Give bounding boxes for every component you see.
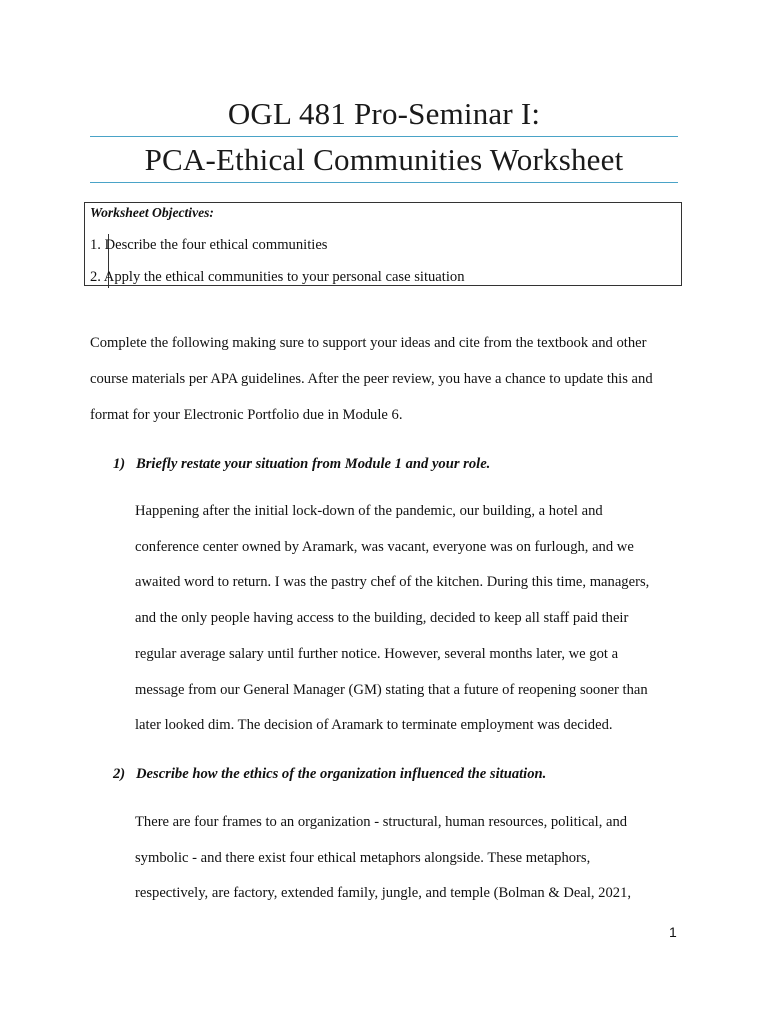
answer-1-line-2: conference center owned by Aramark, was vacant, everyone was on furlough, and we — [135, 539, 634, 555]
intro-line-3: format for your Electronic Portfolio due in Module 6. — [90, 407, 403, 423]
question-2-prompt: Describe how the ethics of the organization influenced the situation. — [136, 766, 547, 782]
question-1-prompt: Briefly restate your situation from Module 1 and your role. — [136, 456, 491, 472]
title-divider-top — [90, 136, 678, 137]
intro-line-1: Complete the following making sure to support your ideas and cite from the textbook and other — [90, 335, 647, 351]
answer-2-line-1: There are four frames to an organization - structural, human resources, political, and — [135, 814, 628, 830]
title-line-2: PCA-Ethical Communities Worksheet — [144, 142, 624, 177]
objectives-heading: Worksheet Objectives: — [90, 205, 214, 220]
answer-1-line-5: regular average salary until further notice. However, several months later, we got a — [135, 646, 619, 662]
answer-2-line-2: symbolic - and there exist four ethical metaphors alongside. These metaphors, — [135, 850, 591, 866]
answer-1-line-1: Happening after the initial lock-down of the pandemic, our building, a hotel and — [135, 503, 603, 519]
question-1-number: 1) — [113, 456, 126, 472]
answer-1-line-3: awaited word to return. I was the pastry chef of the kitchen. During this time, managers, — [135, 574, 650, 590]
answer-1-line-6: message from our General Manager (GM) stating that a future of reopening sooner than — [135, 682, 648, 698]
title-line-1: OGL 481 Pro-Seminar I: — [227, 96, 541, 131]
objective-item-1: 1. Describe the four ethical communities — [90, 237, 328, 253]
answer-1-line-7: later looked dim. The decision of Aramark to terminate employment was decided. — [135, 717, 613, 733]
title-divider-bottom — [90, 182, 678, 183]
intro-line-2: course materials per APA guidelines. After the peer review, you have a chance to update this and — [90, 371, 653, 387]
objective-item-2: 2. Apply the ethical communities to your personal case situation — [90, 269, 465, 285]
question-2-number: 2) — [113, 766, 126, 782]
page-number: 1 — [669, 924, 677, 940]
answer-1-line-4: and the only people having access to the building, decided to keep all staff paid their — [135, 610, 629, 626]
answer-2-line-3: respectively, are factory, extended family, jungle, and temple (Bolman & Deal, 2021, — [135, 885, 632, 901]
